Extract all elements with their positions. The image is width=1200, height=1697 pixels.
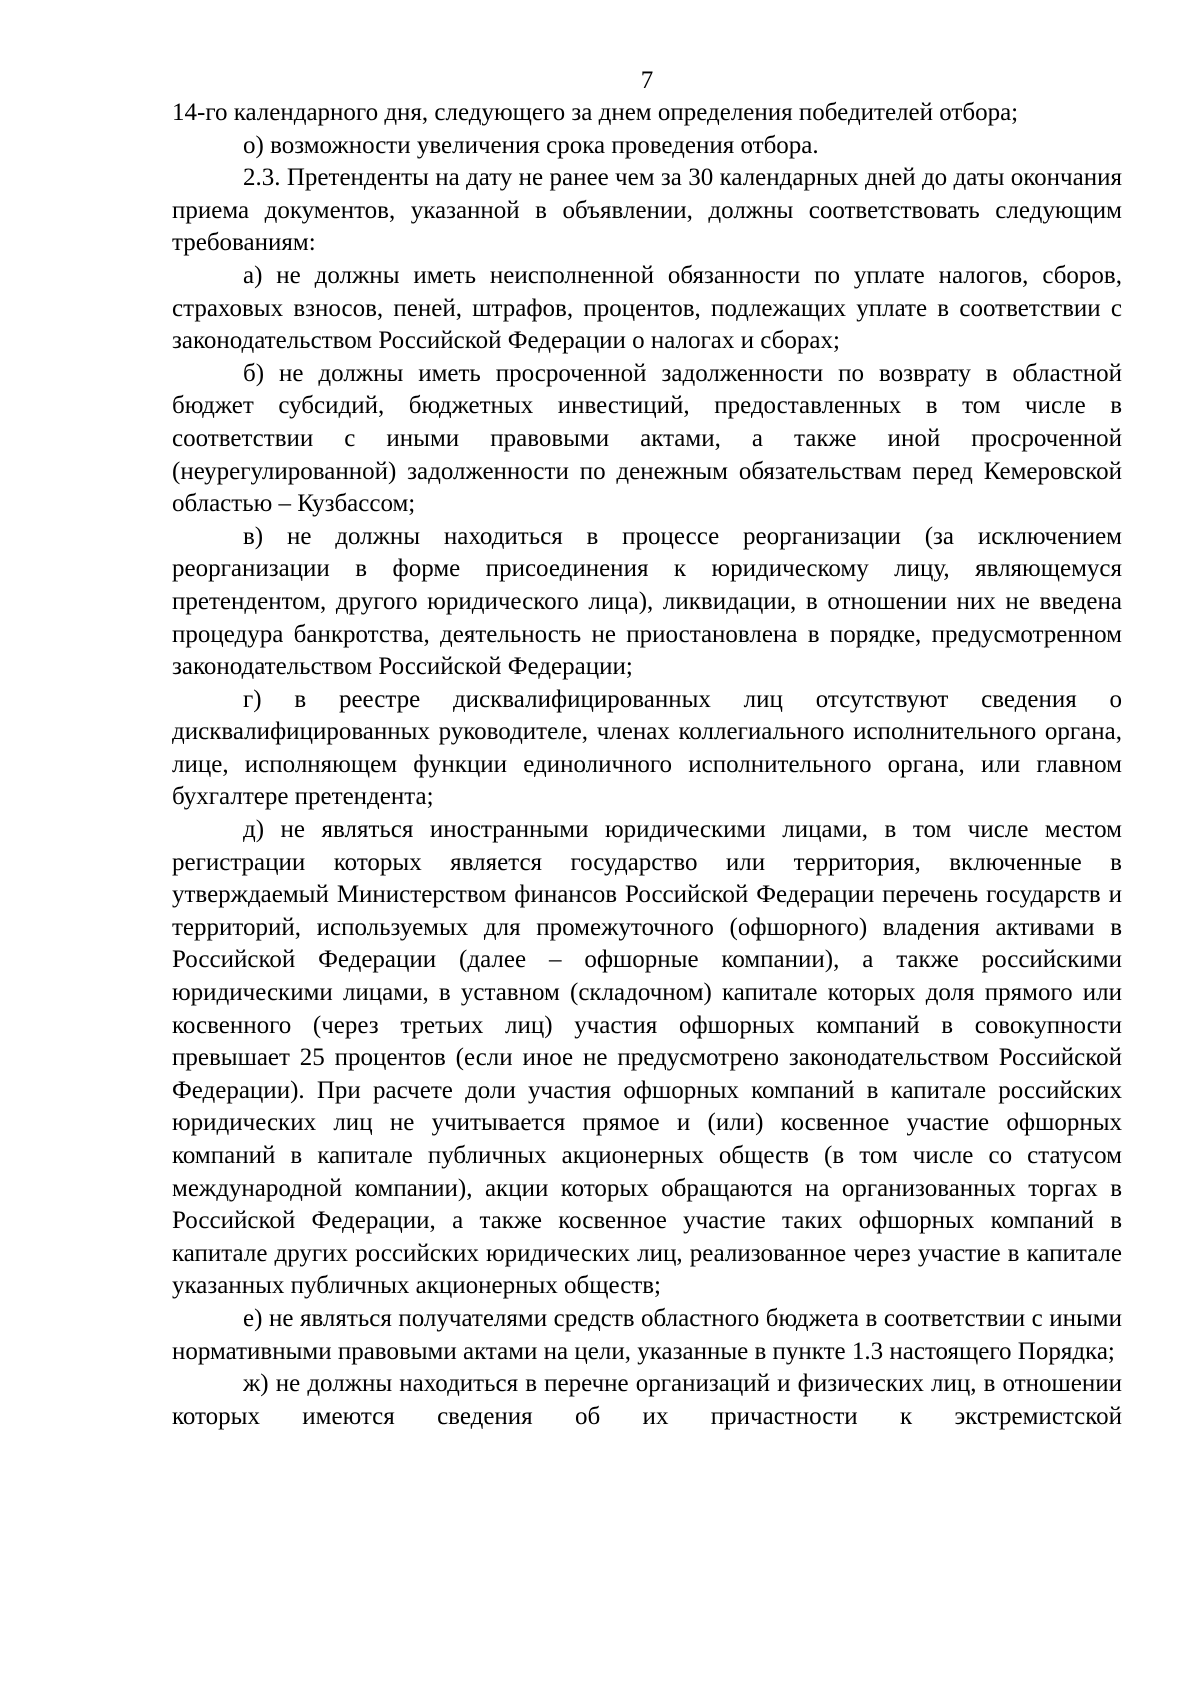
paragraph-item-b: б) не должны иметь просроченной задолженности по возврату в областной бюджет субсидий, бюджетных инвестиций, предоставленных в том числе в соответствии с иными правовыми актами, а также иной просроченной (неурегулированной) задолженности по денежным обязательствам перед Кемеровской областью – Кузбассом;	[172, 359, 1122, 518]
paragraph-item-zh: ж) не должны находиться в перечне организаций и физических лиц, в отношении которых имеются сведения об их причастности к экстремистской	[172, 1370, 1122, 1430]
paragraph-item-o: о) возможности увеличения срока проведения отбора.	[243, 131, 819, 159]
paragraph-item-a: а) не должны иметь неисполненной обязанности по уплате налогов, сборов, страховых взносов, пеней, штрафов, процентов, подлежащих уплате в соответствии с законодательством Российской Федерации о налогах и сборах;	[172, 261, 1122, 355]
paragraph-2-3: 2.3. Претенденты на дату не ранее чем за 30 календарных дней до даты окончания приема документов, указанной в объявлении, должны соответствовать следующим требованиям:	[172, 164, 1122, 257]
paragraph-item-g: г) в реестре дисквалифицированных лиц отсутствуют сведения о дисквалифицированных руководителе, членах коллегиального исполнительного органа, лице, исполняющем функции единоличного исполнительного органа, или главном бухгалтере претендента;	[172, 685, 1122, 811]
paragraph-item-e: е) не являться получателями средств областного бюджета в соответствии с иными нормативными правовыми актами на цели, указанные в пункте 1.3 настоящего Порядка;	[172, 1304, 1122, 1365]
document-page	[172, 65, 1122, 1433]
paragraph-item-v: в) не должны находиться в процессе реорганизации (за исключением реорганизации в форме присоединения к юридическому лицу, являющемуся претендентом, другого юридического лица), ликвидации, в отношении них не введена процедура банкротства, деятельность не приостановлена в порядке, предусмотренном законодательством Российской Федерации;	[172, 522, 1122, 681]
paragraph-continuation: 14-го календарного дня, следующего за днем определения победителей отбора;	[172, 99, 1019, 126]
paragraph-item-d: д) не являться иностранными юридическими лицами, в том числе местом регистрации которых является государство или территория, включенные в утверждаемый Министерством финансов Российской Федерации перечень государств и территорий, используемых для промежуточного (офшорного) владения активами в Российской Федерации (далее – офшорные компании), а также российскими юридическими лицами, в уставном (складочном) капитале которых доля прямого или косвенного (через третьих лиц) участия офшорных компаний в совокупности превышает 25 процентов (если иное не предусмотрено законодательством Российской Федерации). При расчете доли участия офшорных компаний в капитале российских юридических лиц не учитывается прямое и (или) косвенное участие офшорных компаний в капитале публичных акционерных обществ (в том числе со статусом международной компании), акции которых обращаются на организованных торгах в Российской Федерации, а также косвенное участие таких офшорных компаний в капитале других российских юридических лиц, реализованное через участие в капитале указанных публичных акционерных обществ;	[172, 816, 1122, 1300]
page-number: 7	[640, 67, 654, 94]
